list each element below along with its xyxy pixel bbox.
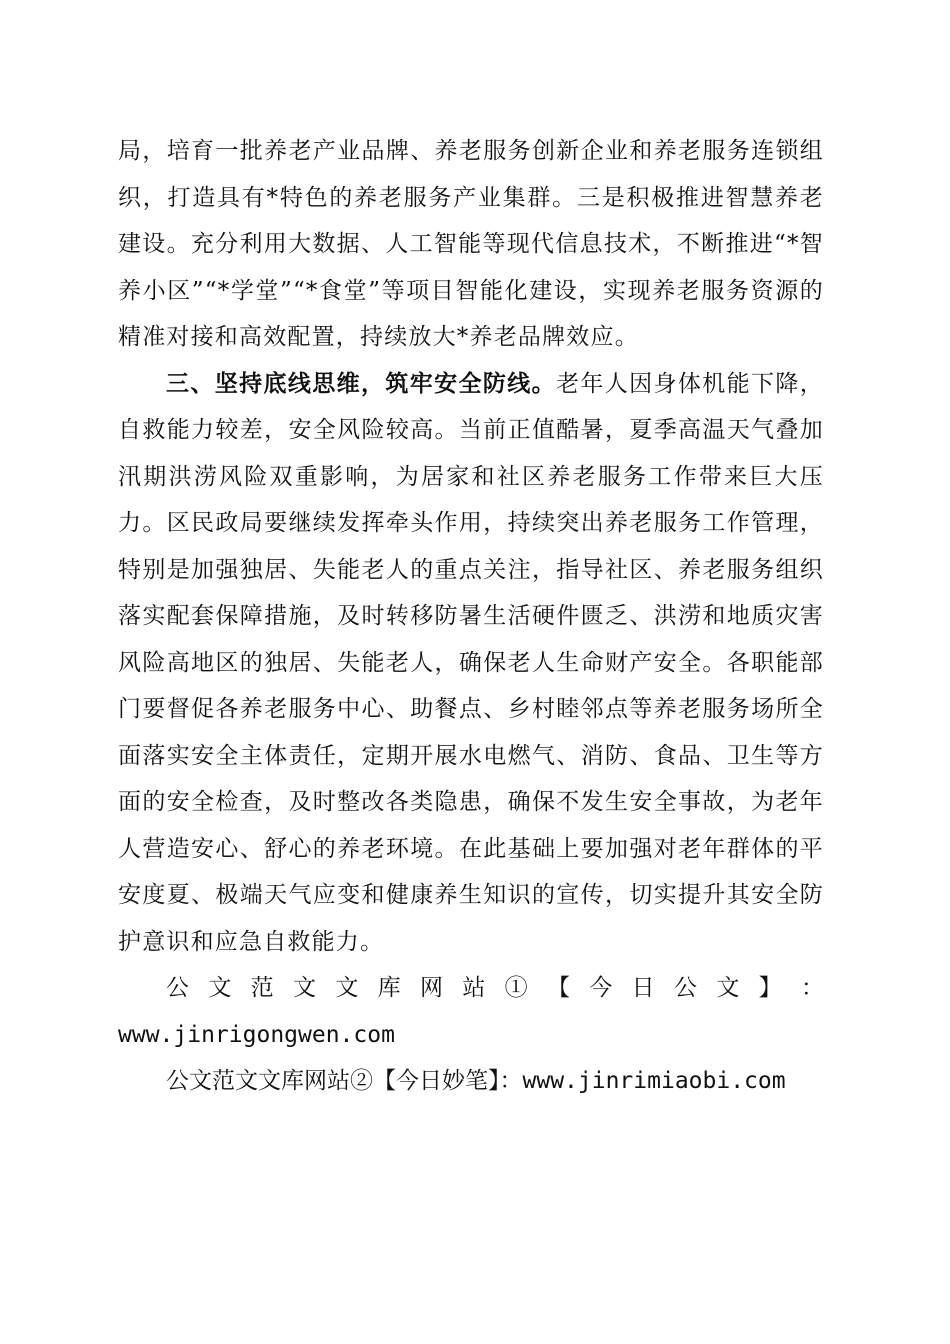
section-3-paragraph xyxy=(118,361,824,966)
footer-site-1-url-line xyxy=(118,1012,824,1059)
section-3-body: 老年人因身体机能下降，自救能力较差，安全风险较高。当前正值酷暑，夏季高温天气叠加汛期洪涝风险双重影响，为居家和社区养老服务工作带来巨大压力。区民政局要继续发挥牵头作用，持续突出养老服务工作管理，特别是加强独居、失能老人的重点关注，指导社区、养老服务组织落实配套保障措施，及时转移防暑生活硬件匮乏、洪涝和地质灾害风险高地区的独居、失能老人，确保老人生命财产安全。各职能部门要督促各养老服务中心、助餐点、乡村睦邻点等养老服务场所全面落实安全主体责任，定期开展水电燃气、消防、食品、卫生等方面的安全检查，及时整改各类隐患，确保不发生安全事故，为老年人营造安心、舒心的养老环境。在此基础上要加强对老年群体的平安度夏、极端天气应变和健康养生知识的宣传，切实提升其安全防护意识和应急自救能力。 xyxy=(118,370,824,955)
footer-site-2-url[interactable]: www.jinrimiaobi.com xyxy=(522,1068,786,1094)
section-3-heading: 三、坚持底线思维，筑牢安全防线。 xyxy=(166,369,557,397)
footer-site-2-label: 公文范文文库网站②【今日妙笔】： xyxy=(166,1068,523,1094)
paragraph-1-text: 局，培育一批养老产业品牌、养老服务创新企业和养老服务连锁组织，打造具有*特色的养老服务产业集群。三是积极推进智慧养老建设。充分利用大数据、人工智能等现代信息技术，不断推进“*智养小区”“*学堂”“*食堂”等项目智能化建设，实现养老服务资源的精准对接和高效配置，持续放大*养老品牌效应。 xyxy=(118,138,824,350)
footer-site-2 xyxy=(118,1058,824,1105)
document-body xyxy=(118,128,824,1105)
footer-site-1-url[interactable]: www.jinrigongwen.com xyxy=(118,1021,395,1048)
footer-site-1 xyxy=(118,965,824,1012)
paragraph-continuation xyxy=(118,128,824,361)
footer-site-1-label: 公 文 范 文 文 库 网 站 ① 【 今 日 公 文 】 ： xyxy=(166,975,824,1001)
